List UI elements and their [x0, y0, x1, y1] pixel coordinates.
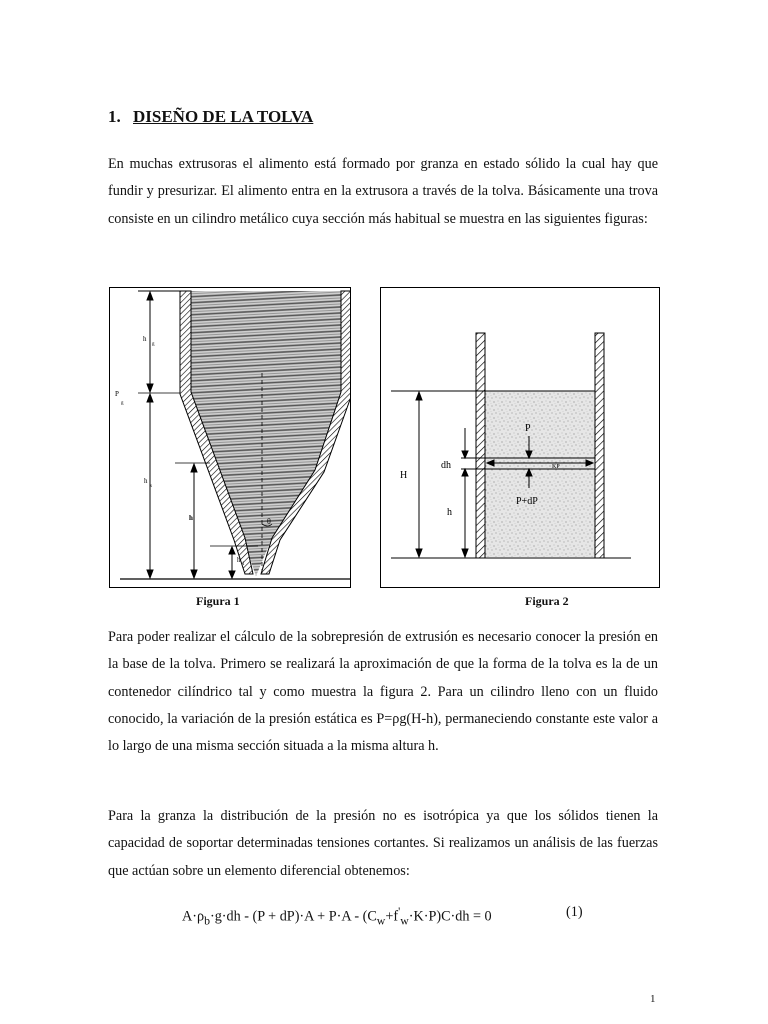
equation-number: (1) [566, 904, 583, 920]
label-hs: h [144, 477, 148, 485]
section-number: 1. [108, 107, 121, 126]
label-pg: P [115, 390, 119, 398]
label-theta: θ [267, 517, 271, 526]
section-title: DISEÑO DE LA TOLVA [133, 107, 314, 126]
paragraph-third: Para la granza la distribución de la presión no es isotrópica ya que los sólidos tienen la capacidad de soportar determinadas tensiones cortantes. Si realizamos un análisis de las fuerzas que actúan sobre un elemento diferencial obtenemos: [108, 808, 658, 879]
label-hs-sub: s [150, 484, 152, 489]
figure-2-caption: Figura 2 [525, 594, 569, 608]
eq-part-d: ·K·P)C·dh = 0 [408, 908, 492, 925]
right-wall [595, 333, 604, 558]
label-hg-sub: g [152, 342, 155, 347]
section-heading [108, 107, 313, 127]
left-wall [476, 333, 485, 558]
label-hg: h [143, 335, 147, 343]
label-P: P [525, 423, 531, 434]
eq-sub-b: b [204, 913, 210, 928]
label-h1-sub: 1 [242, 562, 245, 567]
label-P-plus-dP: P+dP [516, 496, 538, 507]
eq-sub-w: w [376, 913, 386, 928]
page-number: 1 [650, 993, 656, 1005]
label-h: h [189, 514, 193, 522]
eq-part-a: A·ρ [182, 908, 205, 925]
cylinder-drawing [381, 288, 659, 587]
figure-1-caption: Figura 1 [196, 594, 240, 608]
paragraph-intro: En muchas extrusoras el alimento está formado por granza en estado sólido la cual hay que fundir y presurizar. El alimento entra en la extrusora a través de la tolva. Básicamente una trova consiste en un cilindro metálico cuya sección más habitual se muestra en las siguientes figuras: [108, 156, 658, 227]
figure-1-hopper-diagram [109, 287, 351, 588]
label-pg-sub: g [121, 401, 124, 406]
eq-part-b: ·g·dh - (P + dP)·A + P·A - (C [209, 908, 377, 925]
label-dh: dh [441, 460, 451, 471]
figure-2-cylinder-diagram [380, 287, 660, 588]
label-KP: KP [552, 464, 560, 470]
hopper-drawing [110, 288, 350, 587]
eq-part-c: +f [385, 908, 399, 925]
paragraph-second: Para poder realizar el cálculo de la sobrepresión de extrusión es necesario conocer la presión en la base de la tolva. Primero se realizará la aproximación de que la forma de la tolva es la de un contenedor cilíndrico tal y como muestra la figura 2. Para un cilindro lleno con un fluido conocido, la variación de la presión estática es P=ρg(H-h), permaneciendo constante este valor a lo largo de una misma sección situada a la misma altura h. [108, 629, 658, 755]
eq-sup-prime: ' [398, 904, 401, 918]
label-h: h [447, 507, 452, 518]
granular-fill [191, 291, 341, 576]
equation-1 [182, 904, 492, 929]
label-h1: h [237, 556, 241, 564]
eq-sub-w2: w [400, 913, 409, 928]
label-H: H [400, 470, 408, 481]
granular-fill [485, 391, 595, 557]
